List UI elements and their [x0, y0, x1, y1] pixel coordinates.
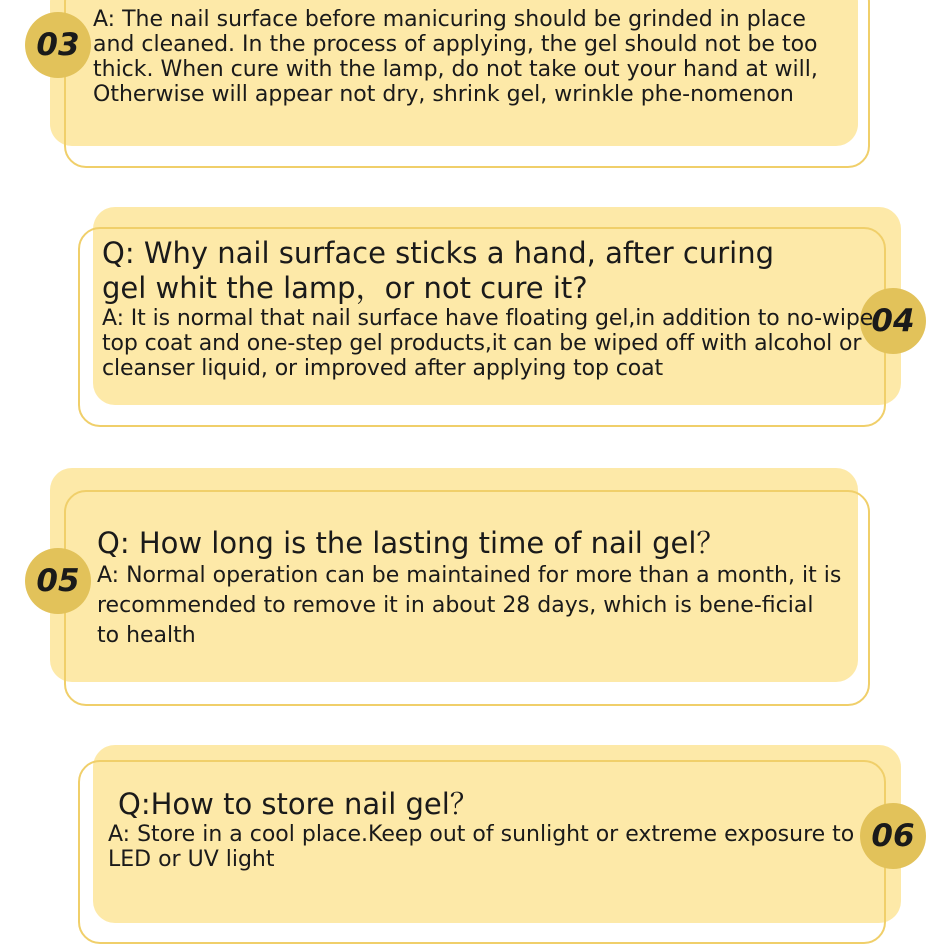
- faq-answer-05: A: Normal operation can be maintained for more than a month, it is recommended to remove it in about 28 days, which is bene-ficial to health: [97, 563, 842, 648]
- faq-number-badge-05: 05: [25, 548, 91, 614]
- faq-answer-03: A: The nail surface before manicuring should be grinded in place and cleaned. In the process of applying, the gel should not be too thick. When cure with the lamp, do not take out your hand at will, Otherwise will appear not dry, shrink gel, wrinkle phe-nomenon: [93, 7, 818, 107]
- faq-number-badge-06: 06: [860, 803, 926, 869]
- faq-number-badge-04: 04: [860, 288, 926, 354]
- faq-block-04: [102, 236, 874, 381]
- faq-answer-04: A: It is normal that nail surface have floating gel,in addition to no-wipe top coat and one-step gel products,it can be wiped off with alcohol or cleanser liquid, or improved after applying top coat: [102, 306, 874, 381]
- faq-question-04: Q: Why nail surface sticks a hand, after curing gel whit the lamp，or not cure it?: [102, 236, 775, 305]
- faq-question-05: Q: How long is the lasting time of nail gel？: [97, 526, 726, 560]
- faq-block-06: [108, 787, 868, 872]
- faq-block-03: [93, 7, 853, 107]
- faq-answer-06: A: Store in a cool place.Keep out of sunlight or extreme exposure to LED or UV light: [108, 822, 855, 872]
- faq-block-05: [97, 526, 857, 651]
- faq-number-badge-03: 03: [25, 12, 91, 78]
- faq-question-06: Q:How to store nail gel？: [118, 787, 479, 821]
